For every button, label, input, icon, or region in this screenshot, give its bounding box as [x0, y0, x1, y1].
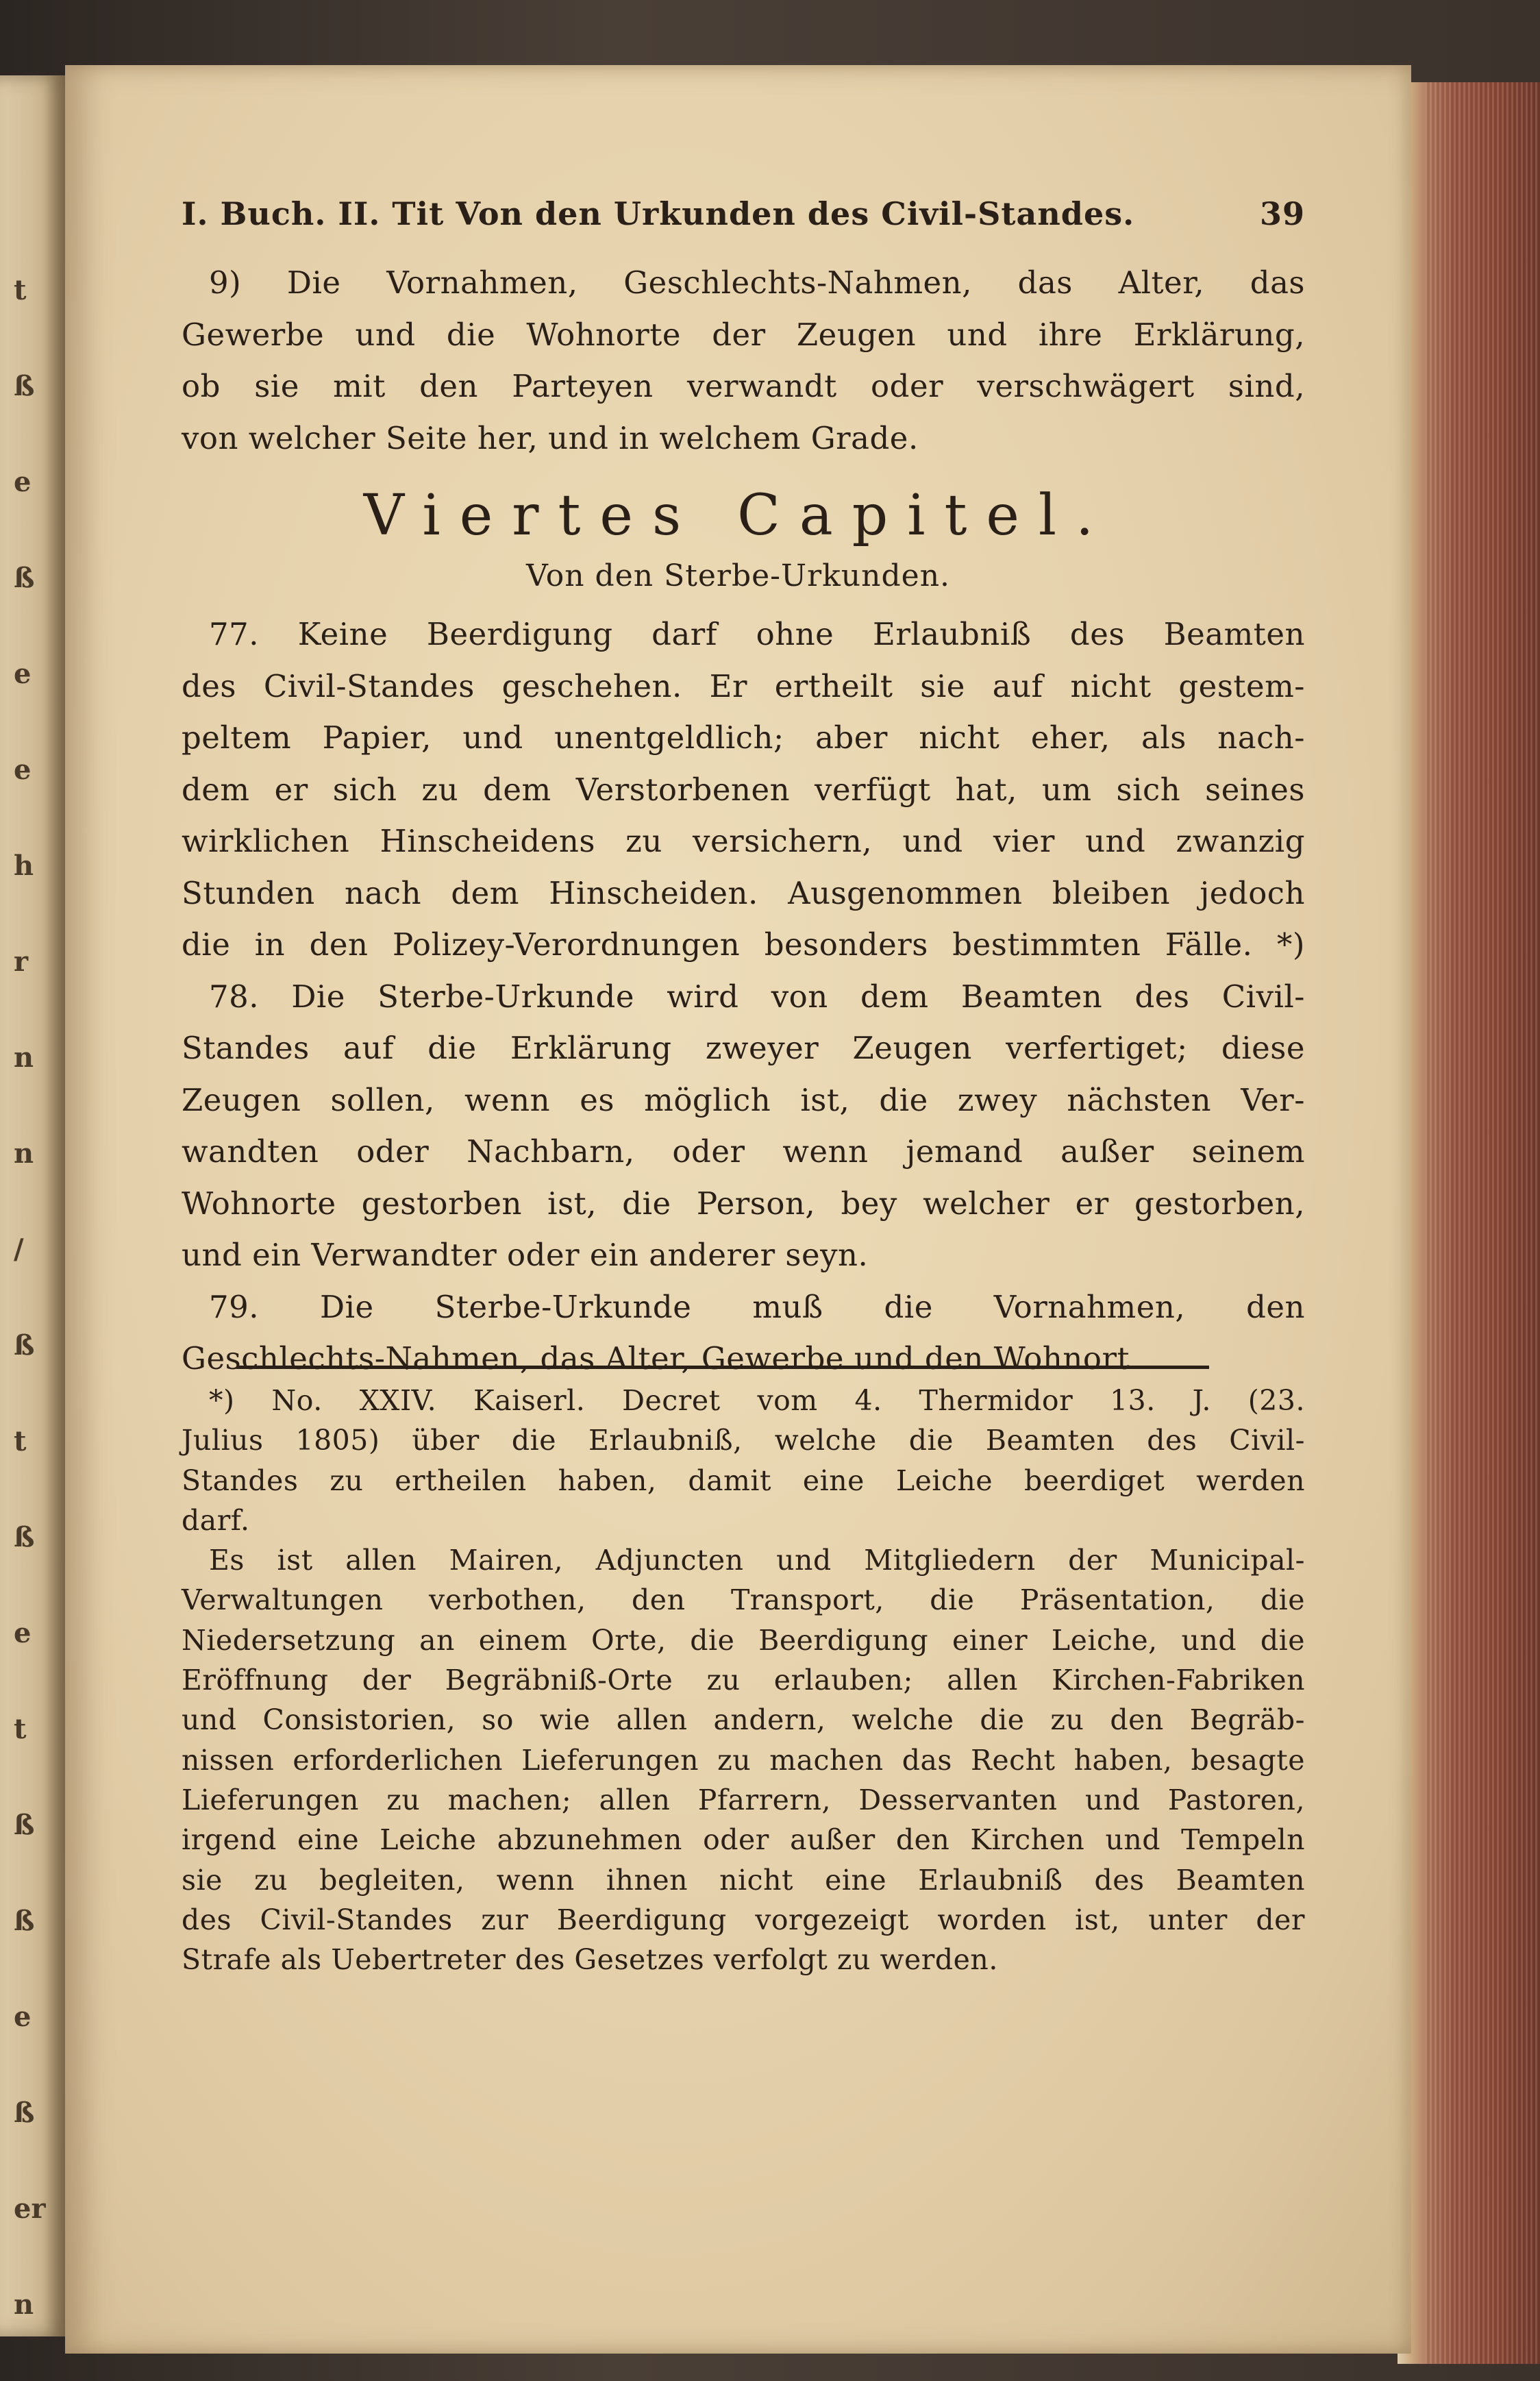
cover-texture: [1425, 82, 1540, 2364]
facing-page-char: e: [14, 466, 32, 498]
footnote-line: Niedersetzung an einem Orte, die Beerdigung einer Leiche, und die: [182, 1623, 1305, 1657]
chapter-title: Viertes Capitel.: [363, 483, 1113, 548]
text-line: 78. Die Sterbe-Urkunde wird von dem Beamten des Civil-: [209, 978, 1305, 1015]
text-line: dem er sich zu dem Verstorbenen verfügt hat, um sich seines: [182, 771, 1305, 808]
facing-page-char: n: [14, 1137, 34, 1170]
book-page: [65, 65, 1411, 2354]
text-line: wirklichen Hinscheidens zu versichern, und vier und zwanzig: [182, 823, 1305, 859]
text-line: peltem Papier, und unentgeldlich; aber nicht eher, als nach-: [182, 719, 1305, 756]
facing-page-char: e: [14, 754, 32, 786]
footnote-line: Standes zu ertheilen haben, damit eine Leiche beerdiget werden: [182, 1464, 1305, 1497]
facing-page-edge: [0, 75, 65, 2336]
page-number: 39: [1259, 195, 1305, 232]
footnote-line: Es ist allen Mairen, Adjuncten und Mitgliedern der Municipal-: [209, 1544, 1305, 1577]
facing-page-char: ß: [14, 1905, 35, 1937]
text-line: die in den Polizey-Verordnungen besonders bestimmten Fälle. *): [182, 926, 1305, 963]
footnote-rule: [236, 1366, 1209, 1369]
facing-page-char: /: [14, 1233, 24, 1266]
footnote-line: irgend eine Leiche abzunehmen oder außer den Kirchen und Tempeln: [182, 1823, 1305, 1857]
footnote-line: Julius 1805) über die Erlaubniß, welche die Beamten des Civil-: [182, 1424, 1305, 1457]
facing-page-char: t: [14, 1425, 27, 1457]
footnote-line: Verwaltungen verbothen, den Transport, die Präsentation, die: [182, 1583, 1305, 1617]
facing-page-char: r: [14, 946, 29, 978]
body-text: [182, 608, 1305, 1385]
facing-page-char: e: [14, 2001, 32, 2033]
text-line: wandten oder Nachbarn, oder wenn jemand außer seinem: [182, 1133, 1305, 1170]
footnote: [182, 1381, 1305, 1979]
facing-page-char: ß: [14, 1809, 35, 1841]
facing-page-char: ß: [14, 1329, 35, 1361]
facing-page-char: t: [14, 274, 27, 306]
text-line: 79. Die Sterbe-Urkunde muß die Vornahmen, den: [209, 1288, 1305, 1325]
footnote-line: und Consistorien, so wie allen andern, welche die zu den Begräb-: [182, 1703, 1305, 1737]
facing-page-char: e: [14, 658, 32, 690]
facing-page-char: ß: [14, 2097, 35, 2129]
text-line: von welcher Seite her, und in welchem Grade.: [182, 419, 919, 456]
facing-page-char: n: [14, 1041, 34, 1074]
text-line: Stunden nach dem Hinscheiden. Ausgenommen bleiben jedoch: [182, 874, 1305, 911]
chapter-subtitle: Von den Sterbe-Urkunden.: [525, 558, 951, 593]
facing-page-char: n: [14, 2289, 34, 2321]
text-line: des Civil-Standes geschehen. Er ertheilt sie auf nicht gestem-: [182, 667, 1305, 704]
text-line: Standes auf die Erklärung zweyer Zeugen verfertiget; diese: [182, 1030, 1305, 1066]
text-line: Gewerbe und die Wohnorte der Zeugen und ihre Erklärung,: [182, 316, 1305, 353]
text-line: und ein Verwandter oder ein anderer seyn.: [182, 1237, 869, 1273]
footnote-line: Eröffnung der Begräbniß-Orte zu erlauben; allen Kirchen-Fabriken: [182, 1664, 1305, 1697]
facing-page-char: e: [14, 1617, 32, 1649]
footnote-line: Lieferungen zu machen; allen Pfarrern, Desservanten und Pastoren,: [182, 1783, 1305, 1816]
footnote-line: nissen erforderlichen Lieferungen zu machen das Recht haben, besagte: [182, 1743, 1305, 1777]
footnote-line: Strafe als Uebertreter des Gesetzes verfolgt zu werden.: [182, 1943, 998, 1977]
footnote-line: des Civil-Standes zur Beerdigung vorgezeigt worden ist, unter der: [182, 1903, 1305, 1936]
facing-page-char: er: [14, 2193, 46, 2225]
text-line: Wohnorte gestorben ist, die Person, bey welcher er gestorben,: [182, 1185, 1305, 1222]
text-line: 9) Die Vornahmen, Geschlechts-Nahmen, das Alter, das: [209, 264, 1305, 301]
running-head-title: I. Buch. II. Tit Von den Urkunden des Civil-Standes.: [182, 195, 1135, 232]
footnote-line: sie zu begleiten, wenn ihnen nicht eine Erlaubniß des Beamten: [182, 1863, 1305, 1897]
footnote-line: darf.: [182, 1503, 250, 1537]
running-head: [182, 195, 1305, 232]
facing-page-char: ß: [14, 562, 35, 594]
text-line: ob sie mit den Parteyen verwandt oder verschwägert sind,: [182, 368, 1305, 404]
text-line: Zeugen sollen, wenn es möglich ist, die zwey nächsten Ver-: [182, 1081, 1305, 1118]
footnote-line: *) No. XXIV. Kaiserl. Decret vom 4. Thermidor 13. J. (23.: [209, 1384, 1305, 1417]
facing-page-char: t: [14, 1713, 27, 1745]
text-line: 77. Keine Beerdigung darf ohne Erlaubniß des Beamten: [209, 616, 1305, 652]
facing-page-char: h: [14, 850, 34, 882]
facing-page-char: ß: [14, 1521, 35, 1553]
text-line: Geschlechts-Nahmen, das Alter, Gewerbe und den Wohnort: [182, 1340, 1130, 1377]
top-paragraph: [182, 257, 1305, 464]
facing-page-char: ß: [14, 370, 35, 402]
